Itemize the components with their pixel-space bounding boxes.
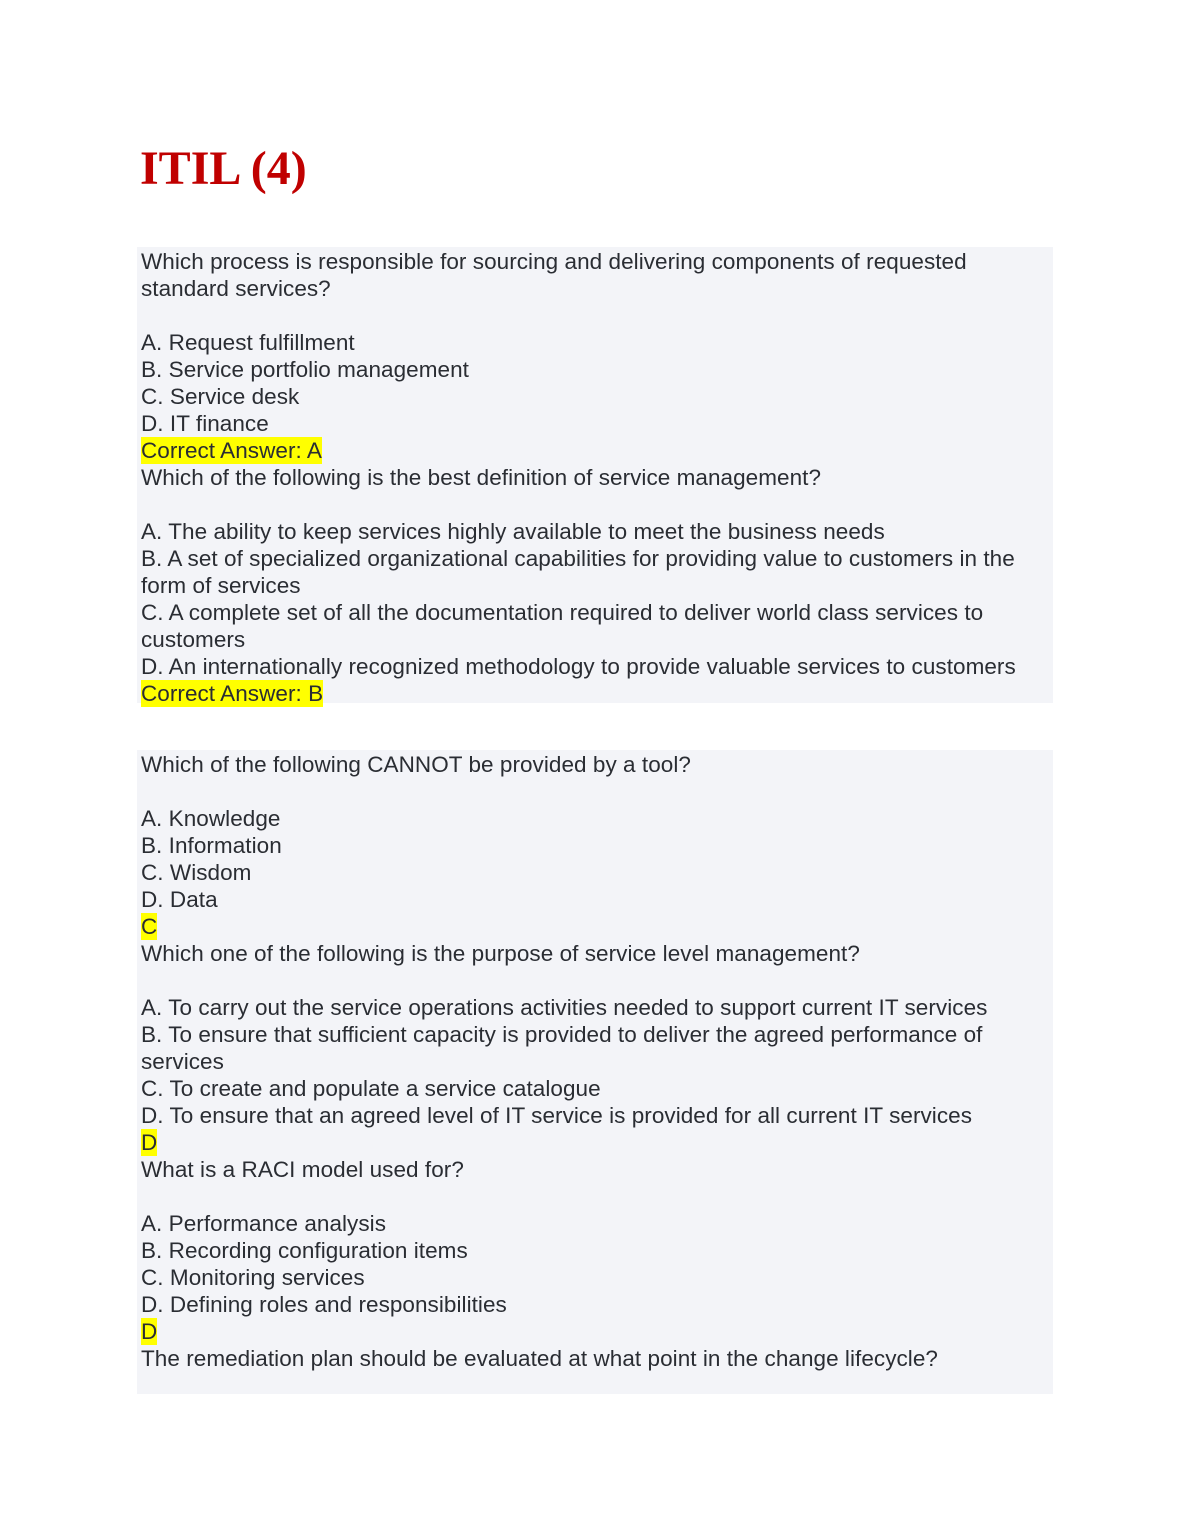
option-b: B. A set of specialized organizational capabilities for providing value to customers in the bbox=[141, 546, 1015, 571]
correct-answer: Correct Answer: A bbox=[141, 438, 322, 463]
correct-answer: D bbox=[141, 1319, 158, 1344]
option-a: A. Knowledge bbox=[141, 806, 281, 831]
question-text: Which one of the following is the purpose of service level management? bbox=[141, 941, 860, 966]
option-c-continued: customers bbox=[141, 627, 246, 652]
option-c: C. To create and populate a service catalogue bbox=[141, 1076, 601, 1101]
option-b: B. Service portfolio management bbox=[141, 357, 469, 382]
question-block-1 bbox=[137, 247, 1053, 706]
option-b: B. Information bbox=[141, 833, 282, 858]
question-text: Which of the following CANNOT be provided by a tool? bbox=[141, 752, 691, 777]
option-a: A. Request fulfillment bbox=[141, 330, 355, 355]
question-text: Which of the following is the best definition of service management? bbox=[141, 465, 822, 490]
option-d: D. Defining roles and responsibilities bbox=[141, 1292, 507, 1317]
option-d: D. Data bbox=[141, 887, 218, 912]
option-c: C. A complete set of all the documentation required to deliver world class services to bbox=[141, 600, 984, 625]
option-b: B. To ensure that sufficient capacity is provided to deliver the agreed performance of bbox=[141, 1022, 983, 1047]
option-b-continued: form of services bbox=[141, 573, 301, 598]
option-d: D. IT finance bbox=[141, 411, 269, 436]
option-a: A. To carry out the service operations activities needed to support current IT services bbox=[141, 995, 988, 1020]
option-b-continued: services bbox=[141, 1049, 224, 1074]
question-text: Which process is responsible for sourcing and delivering components of requested bbox=[141, 249, 967, 274]
question-block-2 bbox=[137, 750, 1053, 1394]
option-c: C. Wisdom bbox=[141, 860, 252, 885]
option-b: B. Recording configuration items bbox=[141, 1238, 468, 1263]
option-a: A. Performance analysis bbox=[141, 1211, 387, 1236]
correct-answer: D bbox=[141, 1130, 158, 1155]
option-d: D. To ensure that an agreed level of IT service is provided for all current IT services bbox=[141, 1103, 972, 1128]
option-a: A. The ability to keep services highly available to meet the business needs bbox=[141, 519, 885, 544]
question-text: The remediation plan should be evaluated at what point in the change lifecycle? bbox=[141, 1346, 938, 1371]
page-title: ITIL (4) bbox=[140, 142, 307, 195]
question-text: standard services? bbox=[141, 276, 331, 301]
option-c: C. Service desk bbox=[141, 384, 300, 409]
question-text: What is a RACI model used for? bbox=[141, 1157, 464, 1182]
correct-answer: Correct Answer: B bbox=[141, 681, 324, 706]
option-d: D. An internationally recognized methodology to provide valuable services to customers bbox=[141, 654, 1016, 679]
correct-answer: C bbox=[141, 914, 158, 939]
option-c: C. Monitoring services bbox=[141, 1265, 365, 1290]
